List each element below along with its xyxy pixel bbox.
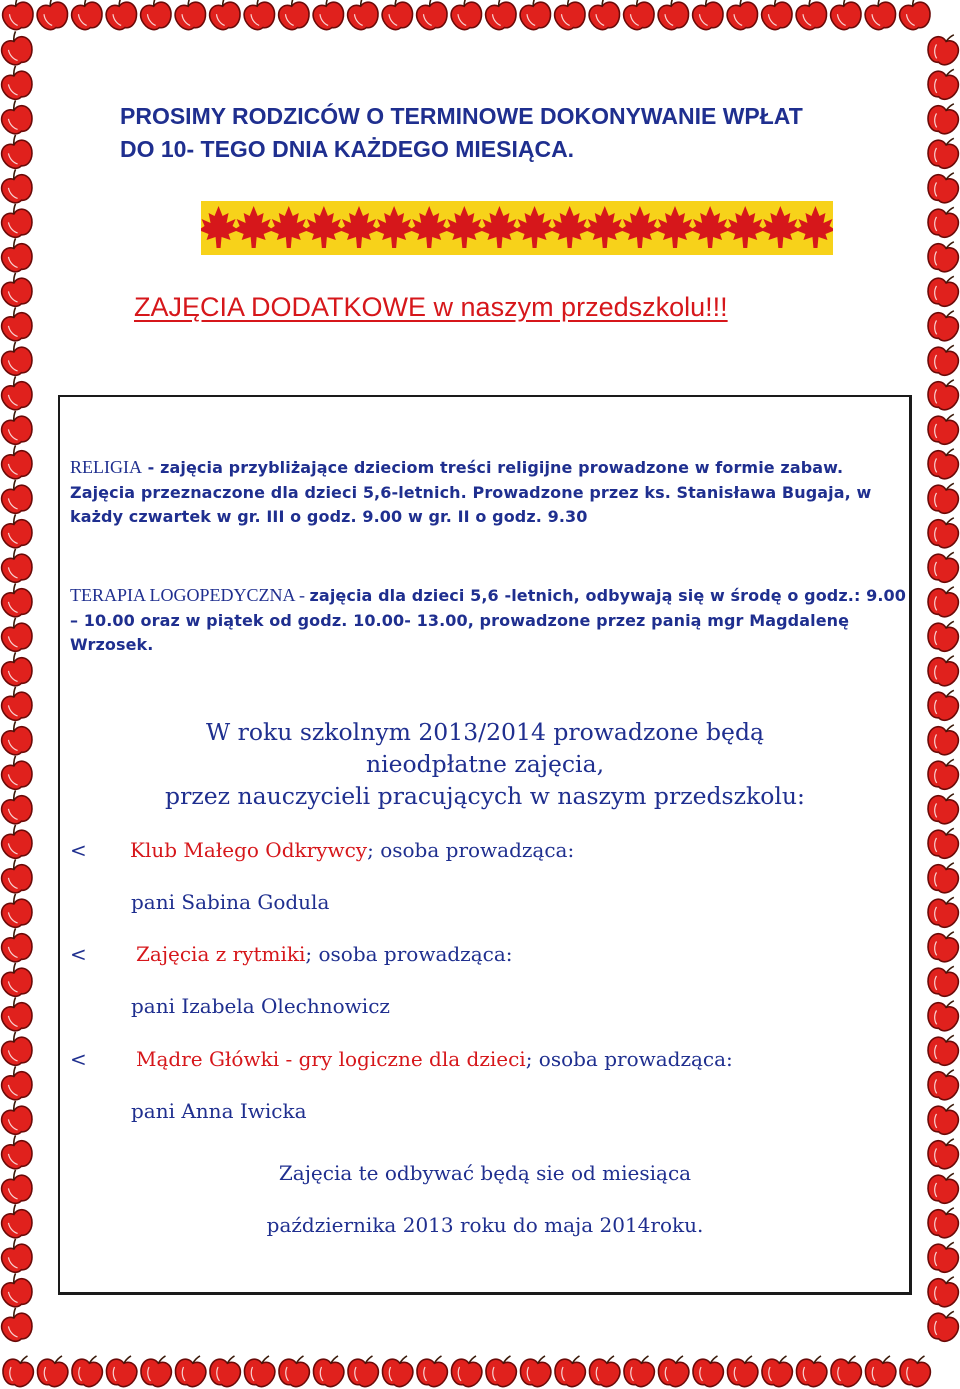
- apple-icon: [0, 545, 36, 585]
- apple-icon: [924, 131, 960, 171]
- apple-icon: [0, 890, 36, 930]
- apple-icon: [482, 0, 520, 32]
- apple-icon: [379, 1351, 417, 1389]
- apple-icon: [275, 0, 313, 32]
- apple-icon: [924, 1201, 960, 1241]
- apple-icon: [0, 752, 36, 792]
- terapia-paragraph: [70, 583, 910, 658]
- apple-icon: [0, 1166, 36, 1206]
- apple-icon: [206, 0, 244, 32]
- apple-icon: [924, 545, 960, 585]
- apple-icon: [0, 1063, 36, 1103]
- terapia-description: zajęcia dla dzieci 5,6 -letnich, odbywają się w środę o godz.: 9.00 – 10.00 oraz w piątek od godz. 10.00- 13.00, prowadzone przez panią mgr Magdalenę Wrzosek.: [70, 586, 906, 654]
- apple-icon: [0, 62, 36, 102]
- apple-icon: [924, 683, 960, 723]
- apple-icon: [759, 1351, 797, 1389]
- apple-icon: [276, 1351, 314, 1389]
- apple-icon: [924, 62, 960, 102]
- apple-icon: [0, 511, 36, 551]
- apple-icon: [924, 890, 960, 930]
- apple-icon: [0, 476, 36, 516]
- intro-line-1: W roku szkolnym 2013/2014 prowadzone będą: [206, 718, 764, 746]
- apple-icon: [309, 0, 347, 32]
- apple-icon: [0, 1351, 37, 1389]
- activity-person: pani Izabela Olechnowicz: [131, 994, 390, 1018]
- apple-icon: [0, 442, 36, 482]
- apple-icon: [0, 925, 36, 965]
- apple-icon: [0, 131, 36, 171]
- apple-icon: [0, 304, 36, 344]
- apple-icon: [924, 1132, 960, 1172]
- apple-icon: [924, 1097, 960, 1137]
- apple-icon: [0, 269, 36, 309]
- apple-icon: [924, 1028, 960, 1068]
- apple-icon: [0, 614, 36, 654]
- activity-person: pani Anna Iwicka: [131, 1099, 307, 1123]
- apple-icon: [207, 1351, 245, 1389]
- apple-icon: [137, 0, 175, 32]
- bullet-mark: <: [70, 942, 87, 966]
- payment-notice: [120, 100, 890, 166]
- closing-line-1: Zajęcia te odbywać będą sie od miesiąca: [278, 1161, 692, 1185]
- apple-icon: [924, 200, 960, 240]
- apple-icon: [924, 580, 960, 620]
- apple-icon: [586, 1351, 624, 1389]
- apple-icon: [240, 0, 278, 32]
- apple-icon: [924, 166, 960, 206]
- apple-icon: [68, 0, 106, 32]
- notice-line-2: DO 10- TEGO DNIA KAŻDEGO MIESIĄCA.: [120, 136, 575, 162]
- apple-icon: [924, 373, 960, 413]
- apple-icon: [0, 407, 36, 447]
- apple-icon: [924, 269, 960, 309]
- activity-name: Klub Małego Odkrywcy: [130, 838, 368, 862]
- apple-icon: [172, 1351, 210, 1389]
- apple-icon: [924, 304, 960, 344]
- apple-icon: [924, 1063, 960, 1103]
- apple-icon: [241, 1351, 279, 1389]
- apple-icon: [924, 1304, 960, 1344]
- activity-name: Mądre Główki - gry logiczne dla dzieci: [136, 1047, 526, 1071]
- apple-icon: [924, 752, 960, 792]
- apple-icon: [924, 718, 960, 758]
- apple-icon: [924, 649, 960, 689]
- apple-icon: [414, 1351, 452, 1389]
- apple-icon: [0, 959, 36, 999]
- apple-icon: [924, 97, 960, 137]
- notice-line-1: PROSIMY RODZICÓW O TERMINOWE DOKONYWANIE WPŁAT: [120, 103, 803, 129]
- apple-icon: [0, 1235, 36, 1275]
- apple-icon: [758, 0, 796, 32]
- activity-suffix: ; osoba prowadząca:: [305, 942, 513, 966]
- terapia-name: TERAPIA LOGOPEDYCZNA: [70, 585, 295, 605]
- apple-icon: [378, 0, 416, 32]
- apple-icon: [138, 1351, 176, 1389]
- apple-icon: [862, 1351, 900, 1389]
- apple-icon: [924, 994, 960, 1034]
- apple-icon: [924, 821, 960, 861]
- extra-activities-title: ZAJĘCIA DODATKOWE w naszym przedszkolu!!!: [134, 292, 728, 322]
- apple-icon: [924, 925, 960, 965]
- free-classes-intro: [80, 716, 890, 812]
- apple-icon: [0, 649, 36, 689]
- apple-icon: [924, 407, 960, 447]
- apple-icon: [0, 28, 36, 68]
- apple-icon: [0, 1028, 36, 1068]
- closing-line-2: października 2013 roku do maja 2014roku.: [266, 1213, 704, 1237]
- apple-icon: [0, 1132, 36, 1172]
- apple-icon: [0, 718, 36, 758]
- apple-icon: [861, 0, 899, 32]
- apple-icon: [517, 1351, 555, 1389]
- apple-icon: [69, 1351, 107, 1389]
- apple-icon: [897, 1351, 935, 1389]
- apple-icon: [0, 373, 36, 413]
- apple-icon: [828, 1351, 866, 1389]
- religia-name: RELIGIA: [70, 457, 142, 477]
- apple-icon: [924, 959, 960, 999]
- religia-description: - zajęcia przybliżające dzieciom treści religijne prowadzone w formie zabaw. Zajęcia przeznaczone dla dzieci 5,6-letnich. Prowadzone przez ks. Stanisława Bugaja, w każdy czwartek w gr. III o godz. 9.00 w gr. II o godz. 9.30: [70, 458, 872, 526]
- activity-suffix: ; osoba prowadząca:: [525, 1047, 733, 1071]
- intro-line-3: przez nauczycieli pracujących w naszym przedszkolu:: [165, 782, 805, 810]
- apple-icon: [0, 0, 36, 32]
- apple-icon: [0, 338, 36, 378]
- maple-leaf-strip: [201, 201, 833, 255]
- apple-icon: [0, 1201, 36, 1241]
- apple-icon: [552, 1351, 590, 1389]
- apple-icon: [924, 1235, 960, 1275]
- apple-icon: [585, 0, 623, 32]
- closing-note: [160, 1147, 810, 1251]
- apple-icon: [516, 0, 554, 32]
- bullet-mark: <: [70, 838, 87, 862]
- apple-icon: [896, 0, 934, 32]
- apple-icon: [0, 821, 36, 861]
- apple-icon: [447, 0, 485, 32]
- apple-icon: [924, 787, 960, 827]
- religia-paragraph: [70, 455, 910, 530]
- apple-icon: [0, 787, 36, 827]
- apple-icon: [827, 0, 865, 32]
- apple-icon: [102, 0, 140, 32]
- apple-icon: [924, 476, 960, 516]
- apple-icon: [793, 1351, 831, 1389]
- activity-name: Zajęcia z rytmiki: [136, 942, 306, 966]
- apple-icon: [345, 1351, 383, 1389]
- apple-icon: [0, 235, 36, 275]
- apple-icon: [171, 0, 209, 32]
- apple-icon: [103, 1351, 141, 1389]
- apple-icon: [621, 1351, 659, 1389]
- intro-line-2: nieodpłatne zajęcia,: [365, 750, 605, 778]
- apple-icon: [310, 1351, 348, 1389]
- apple-icon: [689, 0, 727, 32]
- apple-icon: [924, 338, 960, 378]
- apple-icon: [448, 1351, 486, 1389]
- apple-icon: [0, 856, 36, 896]
- apple-icon: [0, 97, 36, 137]
- apple-icon: [413, 0, 451, 32]
- apple-icon: [620, 0, 658, 32]
- apple-icon: [924, 28, 960, 68]
- apple-icon: [34, 1351, 72, 1389]
- list-item: [70, 940, 513, 968]
- apple-icon: [924, 442, 960, 482]
- list-item: [70, 836, 574, 864]
- apple-icon: [792, 0, 830, 32]
- apple-icon: [0, 200, 36, 240]
- apple-icon: [723, 0, 761, 32]
- apple-icon: [0, 1270, 36, 1310]
- apple-icon: [0, 994, 36, 1034]
- bullet-mark: <: [70, 1047, 87, 1071]
- apple-icon: [924, 511, 960, 551]
- apple-icon: [33, 0, 71, 32]
- apple-icon: [655, 1351, 693, 1389]
- apple-icon: [344, 0, 382, 32]
- apple-icon: [690, 1351, 728, 1389]
- apple-icon: [924, 614, 960, 654]
- apple-icon: [0, 580, 36, 620]
- apple-icon: [924, 1270, 960, 1310]
- apple-icon: [0, 1304, 36, 1344]
- apple-icon: [654, 0, 692, 32]
- activity-person: pani Sabina Godula: [131, 890, 330, 914]
- apple-icon: [551, 0, 589, 32]
- apple-icon: [924, 856, 960, 896]
- terapia-separator: -: [294, 585, 310, 605]
- apple-icon: [0, 683, 36, 723]
- list-item: [70, 1045, 733, 1073]
- apple-icon: [924, 1166, 960, 1206]
- activity-suffix: ; osoba prowadząca:: [367, 838, 575, 862]
- apple-icon: [724, 1351, 762, 1389]
- apple-icon: [924, 235, 960, 275]
- apple-icon: [483, 1351, 521, 1389]
- apple-icon: [0, 166, 36, 206]
- apple-icon: [0, 1097, 36, 1137]
